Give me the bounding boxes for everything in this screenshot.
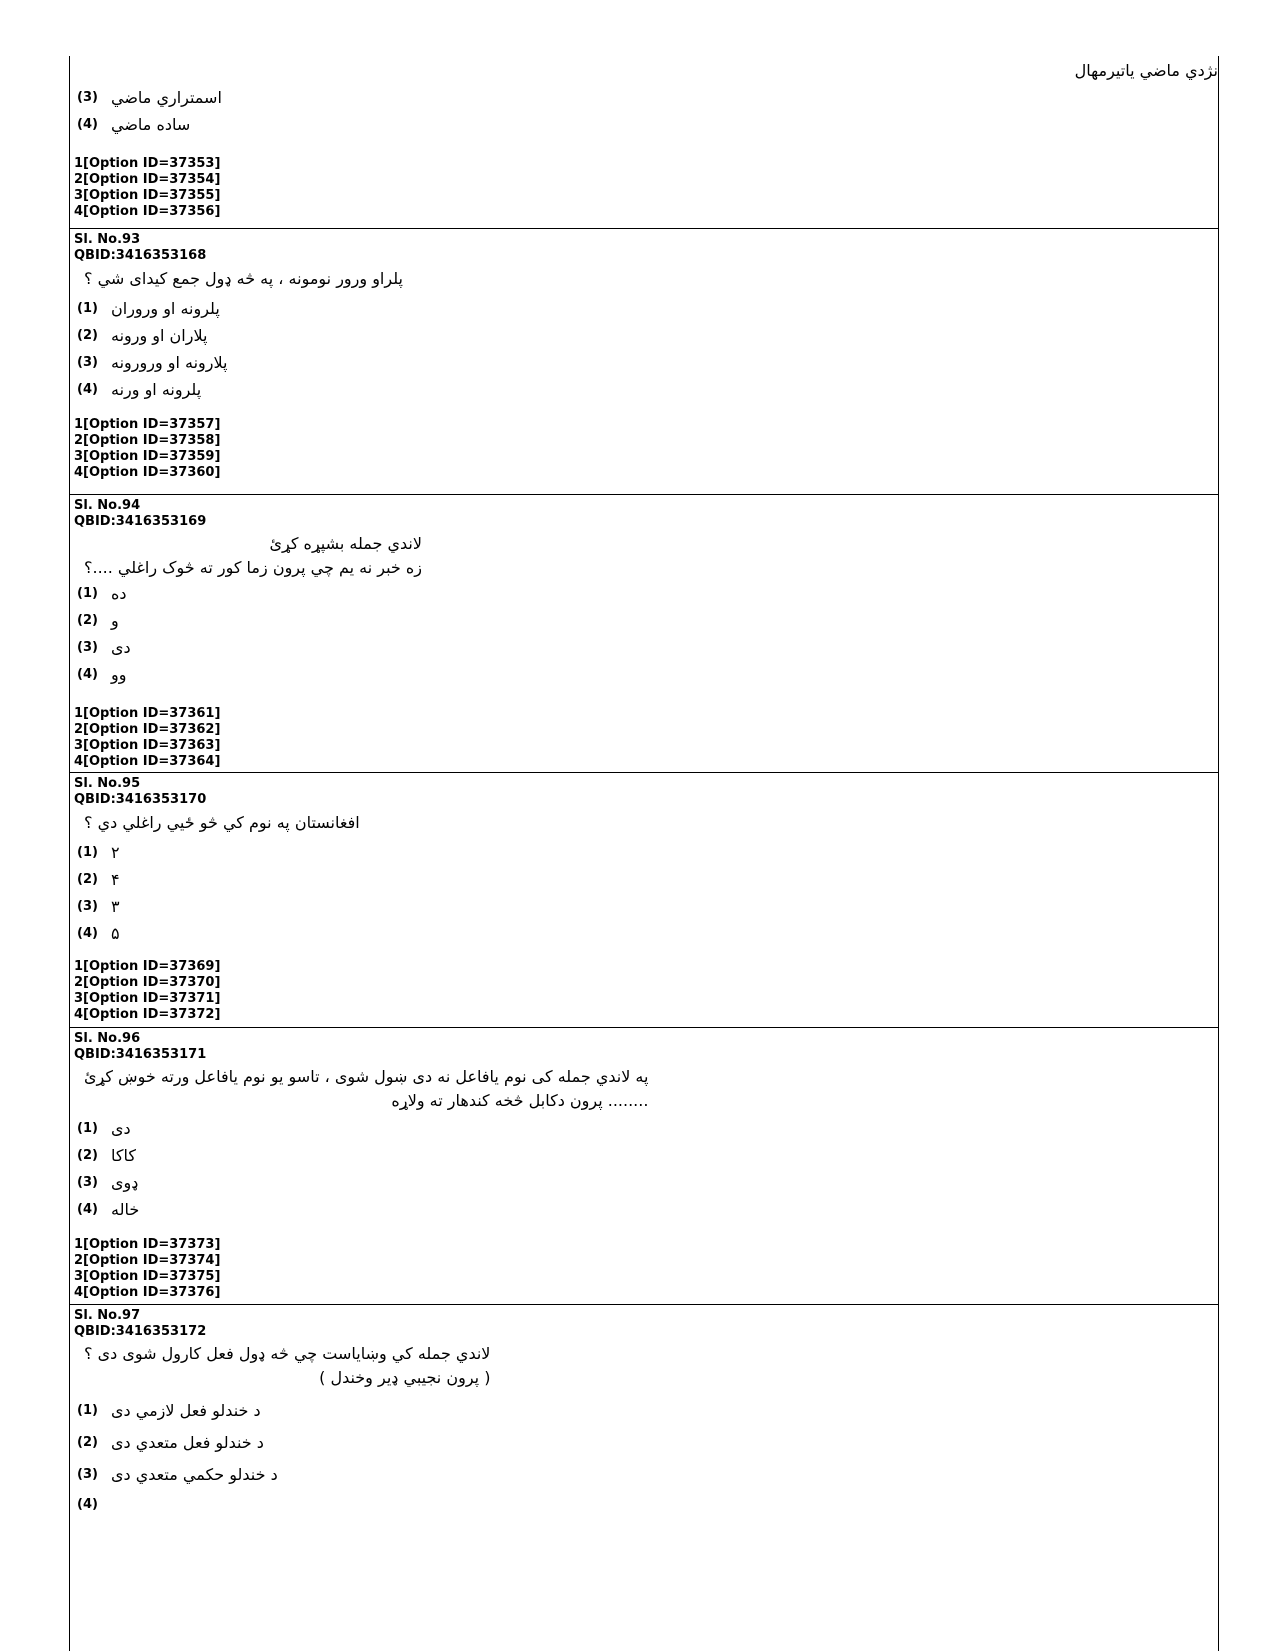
question-block [70,229,1218,495]
option-text: پلارونه او ورورونه [111,353,228,372]
question-line: ( پرون نجیبي ډیر وخندل ) [319,1368,491,1387]
question-text [74,267,403,291]
option-text: اسمتراري ماضي [111,88,222,107]
qbid: QBID:3416353169 [74,514,207,529]
option-number: (4) [77,926,98,941]
option-id: 2[Option ID=37374] [74,1253,221,1268]
question-text [74,1342,490,1390]
option-row [74,839,1218,866]
option-row [74,607,1218,634]
option-row [74,634,1218,661]
option-id: 4[Option ID=37360] [74,465,221,480]
option-row [74,661,1218,688]
option-text: ۵ [111,924,120,943]
option-id: 4[Option ID=37356] [74,204,221,219]
option-id: 1[Option ID=37369] [74,959,221,974]
option-text: د خندلو حکمي متعدي دی [111,1464,278,1484]
option-row [74,322,1218,349]
option-row [74,1394,1218,1426]
option-id-list [74,959,1218,1023]
option-text: و [111,611,119,630]
option-row [74,1115,1218,1142]
option-number: (3) [77,90,98,105]
option-id-list [74,1237,1218,1301]
option-id-list [74,417,1218,481]
option-number: (1) [77,1402,98,1418]
option-row [74,580,1218,607]
option-text: خاله [111,1200,140,1219]
option-id: 3[Option ID=37375] [74,1269,221,1284]
question-block [70,773,1218,1028]
serial-number: Sl. No.94 [74,498,141,513]
option-row [74,84,1218,111]
option-id-list [74,156,1218,220]
option-text: ۳ [111,897,120,916]
option-number: (2) [77,613,98,628]
option-number: (1) [77,845,98,860]
option-text: دی [111,638,131,657]
option-number: (1) [77,301,98,316]
option-text: ۲ [111,843,120,862]
qbid: QBID:3416353172 [74,1324,207,1339]
option-row [74,1426,1218,1458]
option-number: (3) [77,1175,98,1190]
option-row [74,376,1218,403]
option-number: (4) [77,1496,98,1512]
previous-question-tail [70,56,1218,229]
option-row [74,349,1218,376]
question-line: لاندي جمله کي وښایاست چي څه ډول فعل کارول شوی دی ؟ [84,1344,491,1363]
option-number: (2) [77,1434,98,1450]
option-text: ۴ [111,870,120,889]
option-number: (1) [77,586,98,601]
option-id: 2[Option ID=37362] [74,722,221,737]
question-line: په لاندي جمله کی نوم یافاعل نه دی ښول شوی ، تاسو یو نوم یافاعل ورته خوښ کړئ [84,1067,649,1086]
option-text: ساده ماضي [111,115,191,134]
option-id: 1[Option ID=37373] [74,1237,221,1252]
serial-number: Sl. No.95 [74,776,141,791]
option-id: 3[Option ID=37355] [74,188,221,203]
option-number: (3) [77,899,98,914]
qbid: QBID:3416353170 [74,792,207,807]
option-id-list [74,706,1218,770]
option-text: پلرونه او ورنه [111,380,202,399]
option-text: د خندلو فعل لازمي دی [111,1400,261,1420]
option-number: (4) [77,117,98,132]
question-line: ........ پرون دکابل څخه کندهار ته ولاړه [391,1091,649,1110]
option-row [74,866,1218,893]
question-line: لاندي جمله بشپړه کړئ [269,534,423,553]
option-row [74,111,1218,138]
option-number: (3) [77,1466,98,1482]
option-text: وو [111,665,127,684]
option-id: 2[Option ID=37370] [74,975,221,990]
qbid: QBID:3416353171 [74,1047,207,1062]
question-line: زه خبر نه یم چي پرون زما کور ته څوک راغلي ....؟ [84,558,423,577]
option-number: (2) [77,872,98,887]
continuation-line [74,56,1218,84]
question-block [70,495,1218,773]
option-row [74,1458,1218,1490]
option-id: 4[Option ID=37376] [74,1285,221,1300]
option-text: ده [111,584,127,603]
option-text: پلاران او ورونه [111,326,208,345]
option-id: 3[Option ID=37363] [74,738,221,753]
continuation-text: نژدي ماضي یاتیرمهال [1074,60,1218,80]
option-id: 3[Option ID=37359] [74,449,221,464]
option-id: 3[Option ID=37371] [74,991,221,1006]
option-number: (3) [77,355,98,370]
question-block [70,1028,1218,1305]
option-text: د خندلو فعل متعدي دی [111,1432,264,1452]
option-id: 1[Option ID=37361] [74,706,221,721]
question-document [69,56,1219,1651]
option-text: ډوی [111,1173,139,1192]
question-text [74,532,422,580]
option-row [74,920,1218,947]
option-number: (2) [77,328,98,343]
option-text: دی [111,1119,131,1138]
option-id: 2[Option ID=37358] [74,433,221,448]
option-row [74,893,1218,920]
serial-number: Sl. No.93 [74,232,141,247]
option-row [74,1169,1218,1196]
question-line: پلراو ورور نومونه ، په څه ډول جمع کیدای شي ؟ [84,269,403,288]
option-row [74,295,1218,322]
option-row [74,1490,1218,1518]
option-id: 1[Option ID=37357] [74,417,221,432]
serial-number: Sl. No.97 [74,1308,141,1323]
option-text: پلرونه او ورو‌ران [111,299,220,318]
option-number: (2) [77,1148,98,1163]
option-id: 4[Option ID=37372] [74,1007,221,1022]
serial-number: Sl. No.96 [74,1031,141,1046]
question-line: افغانستان په نوم کي څو ځیي راغلي دي ؟ [84,813,360,832]
question-text [74,1065,648,1113]
option-number: (1) [77,1121,98,1136]
option-id: 1[Option ID=37353] [74,156,221,171]
option-number: (4) [77,382,98,397]
option-number: (4) [77,1202,98,1217]
option-text: کاکا [111,1146,136,1165]
option-id: 2[Option ID=37354] [74,172,221,187]
option-number: (4) [77,667,98,682]
question-text [74,811,360,835]
option-row [74,1196,1218,1223]
question-block [70,1305,1218,1518]
option-number: (3) [77,640,98,655]
option-row [74,1142,1218,1169]
option-id: 4[Option ID=37364] [74,754,221,769]
qbid: QBID:3416353168 [74,248,207,263]
